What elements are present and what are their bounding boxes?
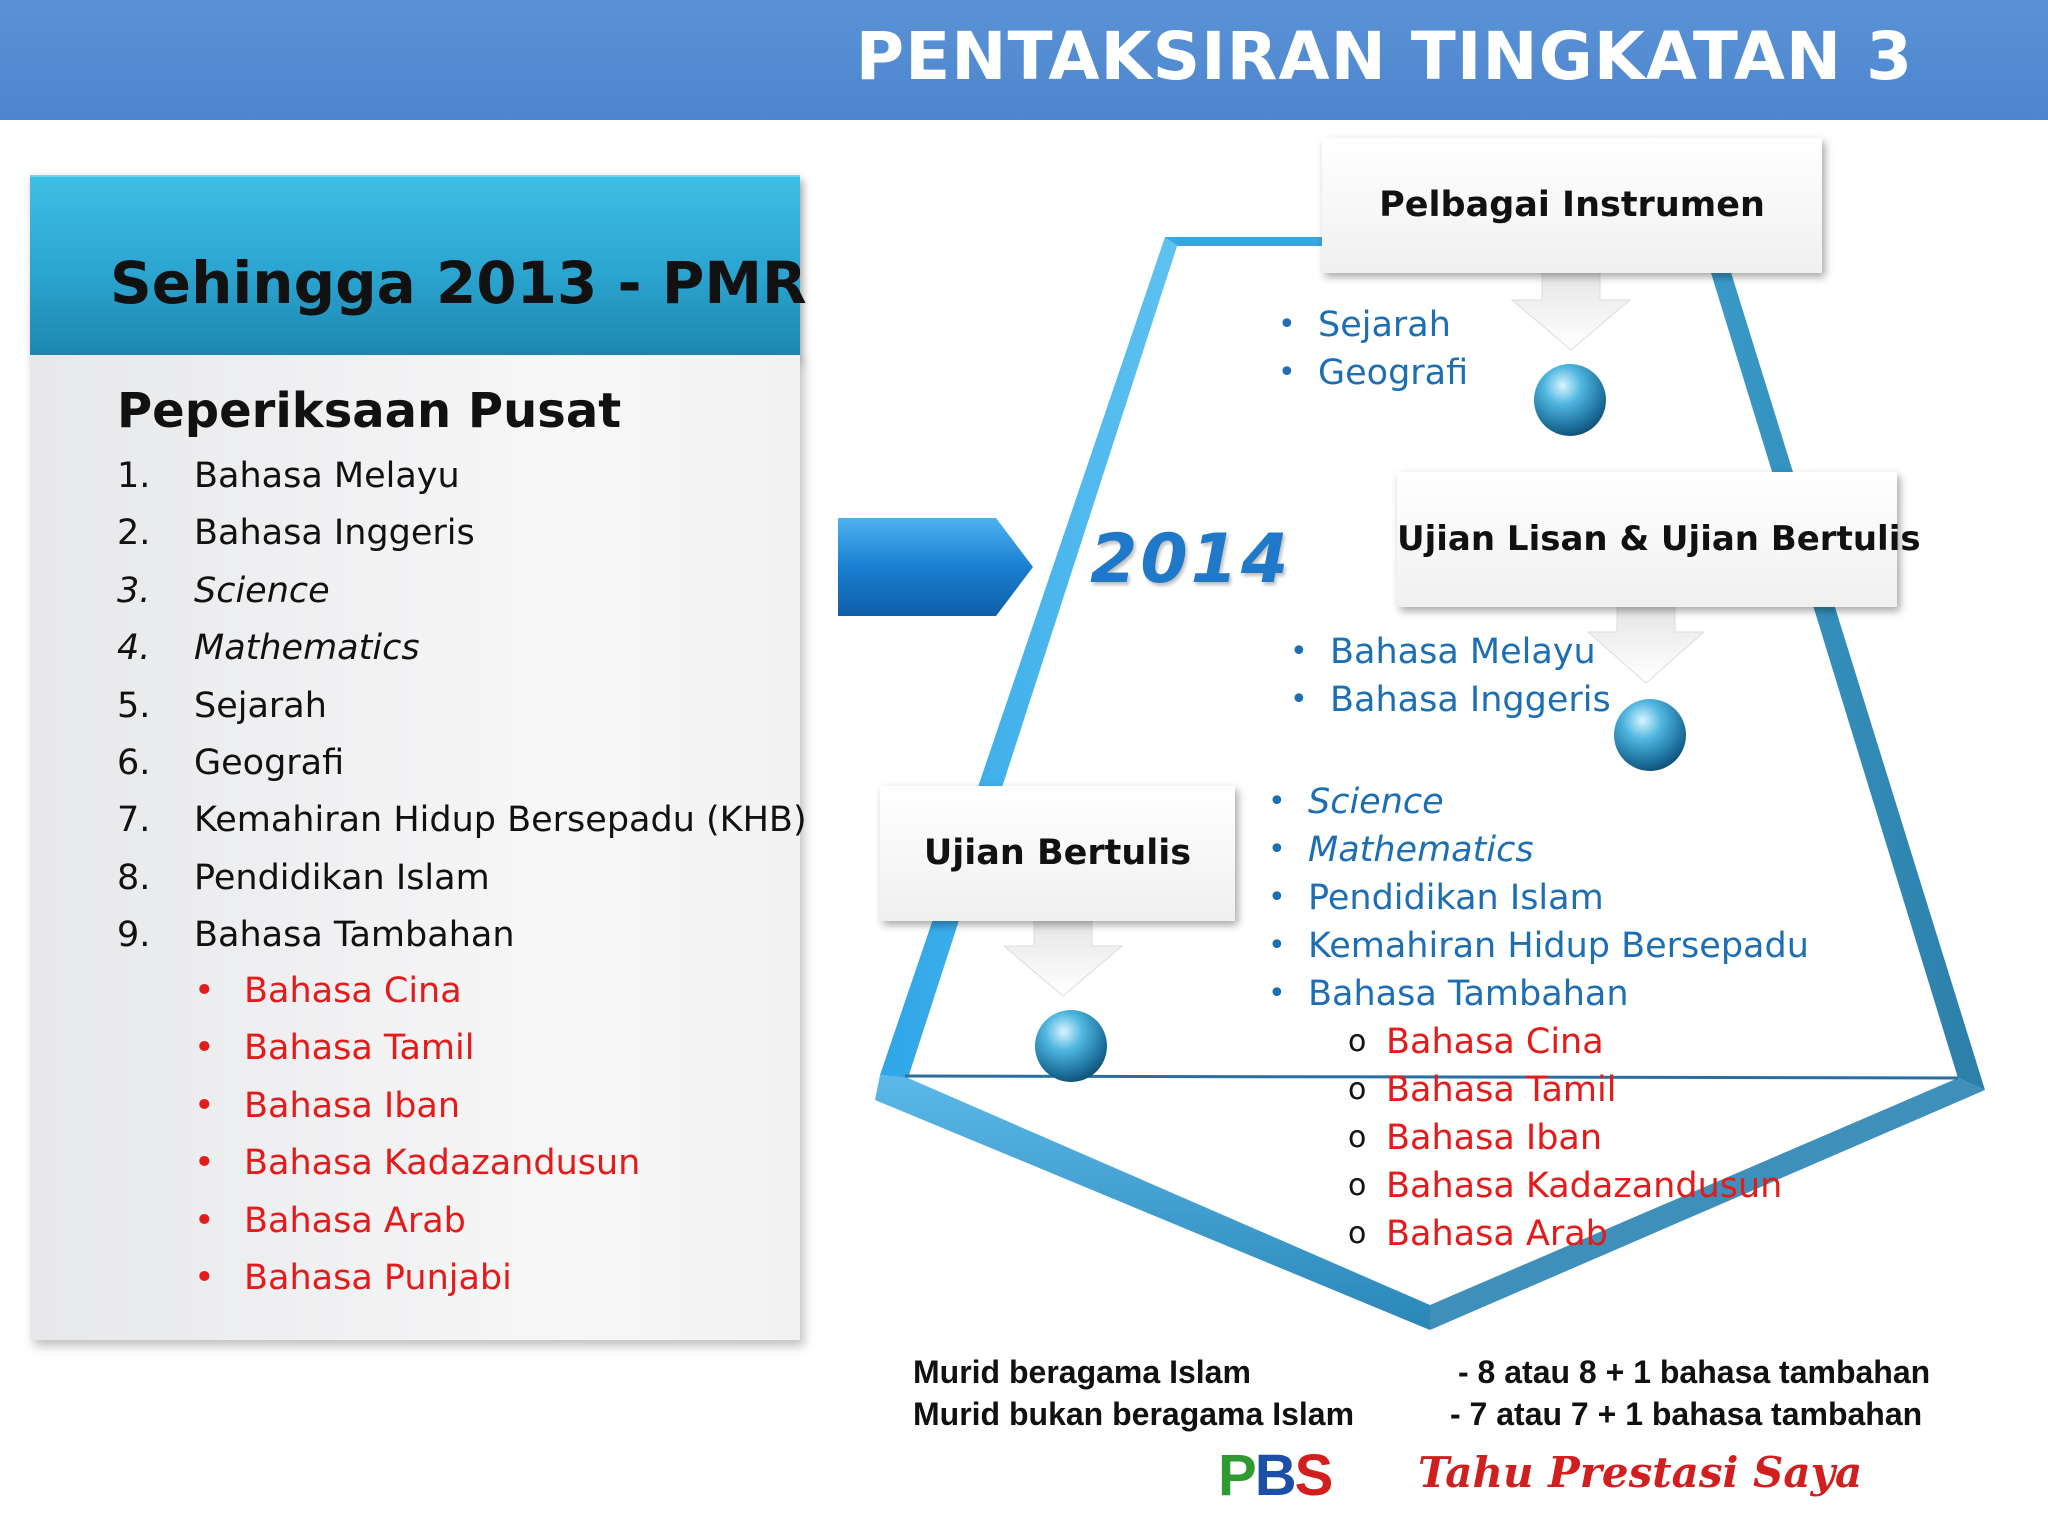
bullet-icon: • — [194, 1143, 215, 1184]
list-item-label: Bahasa Iban — [244, 1085, 461, 1126]
list-item-label: Geografi — [194, 742, 345, 783]
orb-1 — [1534, 364, 1606, 436]
list-item-label: Geografi — [1318, 353, 1469, 393]
left-header-title: Sehingga 2013 - PMR — [110, 249, 807, 317]
list-item-num: 3. — [117, 570, 151, 611]
bullet-icon: • — [1278, 355, 1296, 390]
bullet-icon: • — [1268, 976, 1286, 1011]
bullet-icon: • — [1268, 832, 1286, 867]
list-item-label: Mathematics — [194, 628, 420, 669]
list-item-label: Bahasa Melayu — [194, 456, 460, 496]
callout-ujian-bertulis: Ujian Bertulis — [880, 786, 1235, 921]
left-header — [30, 175, 807, 359]
footer-row1-value: - 8 atau 8 + 1 bahasa tambahan — [1458, 1354, 1931, 1390]
callout-pointer-2 — [1588, 606, 1704, 683]
list-item-num: 7. — [117, 800, 151, 841]
list-item-label: Bahasa Kadazandusun — [1386, 1166, 1783, 1206]
orb-3 — [1035, 1010, 1107, 1082]
callout-ujian-lisan-bertulis: Ujian Lisan & Ujian Bertulis — [1397, 472, 1897, 607]
list-item-label: Bahasa Inggeris — [1330, 680, 1611, 720]
bullet-icon: • — [1290, 682, 1308, 717]
logo-letter-s: S — [1294, 1443, 1332, 1508]
bullet-icon: • — [194, 971, 215, 1011]
callout-pelbagai-instrumen: Pelbagai Instrumen — [1322, 138, 1822, 273]
diagram-bottom-left-band — [875, 1075, 1430, 1330]
list-item-label: Bahasa Iban — [1386, 1118, 1603, 1158]
section-title: Peperiksaan Pusat — [117, 383, 622, 439]
logo-tagline: Tahu Prestasi Saya — [1418, 1448, 1863, 1497]
list-item-num: 9. — [117, 915, 151, 956]
circle-bullet-icon: o — [1348, 1120, 1367, 1155]
list-item-label: Sejarah — [1318, 305, 1451, 345]
logo-letter-p: P — [1218, 1443, 1255, 1508]
bullet-icon: • — [194, 1028, 215, 1069]
bullet-icon: • — [194, 1257, 215, 1298]
list-item-label: Bahasa Kadazandusun — [244, 1143, 641, 1184]
list-item-label: Bahasa Inggeris — [194, 513, 475, 554]
year-label: 2014 — [1090, 520, 1292, 599]
orb-2 — [1614, 699, 1686, 771]
list-item-label: Bahasa Punjabi — [244, 1257, 512, 1298]
list-item-label: Bahasa Cina — [244, 971, 462, 1011]
footer-row2-label: Murid bukan beragama Islam — [913, 1396, 1355, 1432]
circle-bullet-icon: o — [1348, 1168, 1367, 1203]
list-item-num: 4. — [117, 628, 151, 669]
left-panel — [30, 355, 800, 1340]
list-item-label: Bahasa Tamil — [244, 1028, 475, 1069]
list-item-label: Science — [194, 570, 330, 611]
footer-row2-value: - 7 atau 7 + 1 bahasa tambahan — [1450, 1396, 1923, 1432]
page-title: PENTAKSIRAN TINGKATAN 3 — [855, 18, 1913, 95]
list-item-num: 2. — [117, 513, 151, 554]
list-item-num: 1. — [117, 456, 151, 496]
bullet-icon: • — [1290, 634, 1308, 669]
bullet-icon: • — [194, 1200, 215, 1241]
list-item-num: 8. — [117, 857, 151, 898]
pbs-logo — [1218, 1443, 1332, 1508]
list-item-label: Kemahiran Hidup Bersepadu — [1308, 926, 1809, 966]
list-item-label: Science — [1308, 782, 1444, 822]
bullet-icon: • — [194, 1085, 215, 1126]
list-item-label: Bahasa Tamil — [1386, 1070, 1617, 1110]
list-item-label: Kemahiran Hidup Bersepadu (KHB) — [194, 800, 807, 841]
footer-row1-label: Murid beragama Islam — [913, 1354, 1251, 1390]
list-item-label: Pendidikan Islam — [194, 857, 490, 898]
circle-bullet-icon: o — [1348, 1072, 1367, 1107]
logo-letter-b: B — [1254, 1443, 1295, 1508]
list-item-label: Bahasa Arab — [244, 1200, 466, 1241]
arrow-right-icon — [838, 515, 1038, 620]
bullet-icon: • — [1278, 307, 1296, 342]
list-item-label: Bahasa Melayu — [1330, 632, 1596, 672]
circle-bullet-icon: o — [1348, 1024, 1367, 1059]
list-item-label: Bahasa Cina — [1386, 1022, 1604, 1062]
list-item-label: Bahasa Arab — [1386, 1214, 1608, 1254]
list-item-label: Sejarah — [194, 685, 327, 726]
bullet-icon: • — [1268, 784, 1286, 819]
list-item-num: 5. — [117, 685, 151, 726]
bullet-icon: • — [1268, 928, 1286, 963]
circle-bullet-icon: o — [1348, 1216, 1367, 1251]
callout-pointer-3 — [1004, 920, 1122, 996]
list-item-label: Mathematics — [1308, 830, 1534, 870]
list-item-num: 6. — [117, 742, 151, 783]
list-item-label: Pendidikan Islam — [1308, 878, 1604, 918]
callout-pointer-1 — [1512, 272, 1630, 350]
list-item-label: Bahasa Tambahan — [1308, 974, 1629, 1014]
bullet-icon: • — [1268, 880, 1286, 915]
list-item-label: Bahasa Tambahan — [194, 915, 515, 956]
